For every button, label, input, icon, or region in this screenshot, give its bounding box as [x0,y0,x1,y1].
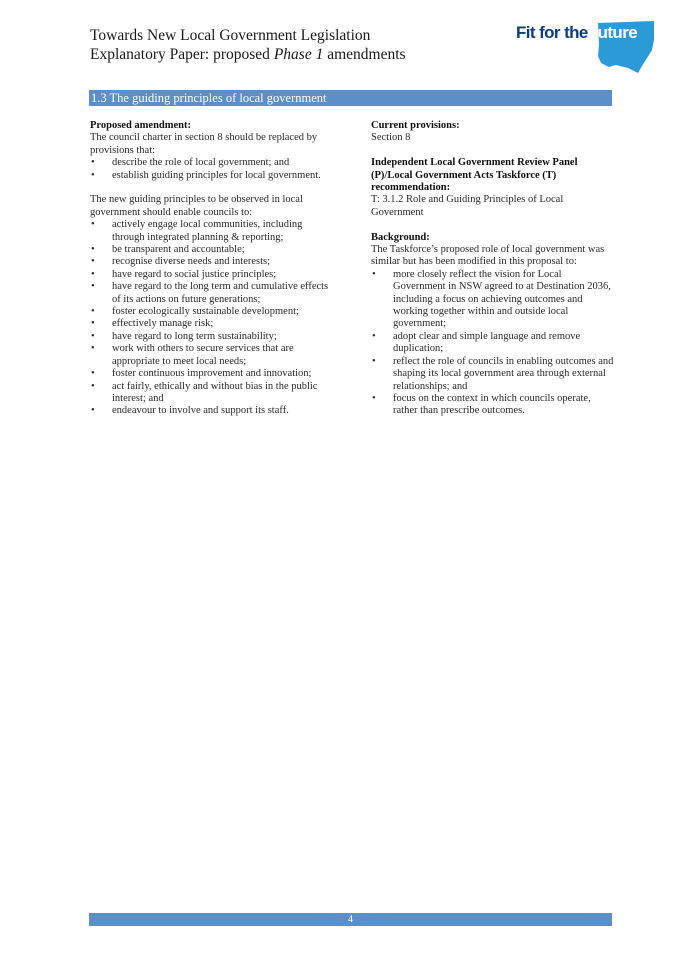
list-item-text: have regard to social justice principles; [112,268,277,280]
background-bullet-list [371,269,616,418]
header-line-1: Towards New Local Government Legislation [90,27,371,44]
list-item [90,405,330,417]
review-recommendation-text: T: 3.1.2 Role and Guiding Principles of Local Government [371,194,564,218]
bullet-icon: • [91,330,95,342]
list-item [90,318,330,330]
list-item [90,244,330,256]
list-item [90,343,330,368]
list-item-text: endeavour to involve and support its staff. [112,405,289,417]
background-heading: Background: [371,231,430,243]
header-line-2-italic: Phase 1 [273,46,324,63]
bullet-icon: • [372,268,376,280]
header-line-2-suffix: amendments [323,46,406,63]
current-provisions-heading: Current provisions: [371,120,460,131]
list-item [90,368,330,380]
list-item-text: establish guiding principles for local government. [112,169,321,181]
document-header [90,26,406,64]
bullet-icon: • [372,355,376,367]
list-item [371,393,616,418]
list-item [371,356,616,393]
list-item-text: have regard to long term sustainability; [112,330,277,342]
bullet-icon: • [372,330,376,342]
logo-text-dark: Fit for the [516,23,588,42]
list-item [90,170,330,182]
fit-for-the-future-logo [516,20,656,76]
list-item-text: work with others to secure services that are appropriate to meet local needs; [112,343,294,367]
list-item [371,269,616,331]
spacer [371,219,616,231]
list-item-text: be transparent and accountable; [112,244,245,256]
spacer [90,182,330,194]
background-text: The Taskforce’s proposed role of local government was similar but has been modified in this proposal to: [371,244,605,268]
current-provisions-text: Section 8 [371,132,411,144]
principles-bullet-list [90,219,330,418]
bullet-icon: • [91,268,95,280]
list-item-text: more closely reflect the vision for Local Government in NSW agreed to at Destination 2036, including a focus on achieving outcomes and working together within and outside local government; [393,268,611,330]
bullet-icon: • [91,281,95,293]
proposed-amendment-intro: The council charter in section 8 should be replaced by provisions that: [90,132,318,156]
principles-intro: The new guiding principles to be observed in local government should enable councils to: [90,194,303,218]
list-item-text: describe the role of local government; and [112,157,290,169]
list-item-text: foster ecologically sustainable development; [112,306,299,318]
list-item [90,306,330,318]
bullet-icon: • [91,244,95,256]
list-item [90,331,330,343]
list-item [90,269,330,281]
section-title-bar: 1.3 The guiding principles of local government [89,90,612,106]
list-item-text: reflect the role of councils in enabling outcomes and shaping its local government area through external relationships; and [393,355,614,392]
logo-text [516,23,637,43]
list-item [90,219,330,244]
list-item-text: foster continuous improvement and innovation; [112,368,312,380]
bullet-icon: • [91,169,95,181]
bullet-icon: • [91,157,95,169]
bullet-icon: • [91,219,95,231]
logo-text-light: Future [587,23,638,42]
list-item-text: actively engage local communities, including through integrated planning & reporting; [112,219,303,243]
bullet-icon: • [91,318,95,330]
list-item [90,256,330,268]
proposed-amendment-heading: Proposed amendment: [90,120,192,131]
list-item-text: effectively manage risk; [112,318,214,330]
list-item-text: adopt clear and simple language and remove duplication; [393,330,581,355]
right-column [371,120,616,418]
review-recommendation-heading: Independent Local Government Review Panel (P)/Local Government Acts Taskforce (T) recommendation: [371,157,578,194]
bullet-icon: • [372,392,376,404]
header-line-2-prefix: Explanatory Paper: proposed [90,46,274,63]
list-item-text: act fairly, ethically and without bias in the public interest; and [112,380,318,404]
bullet-icon: • [91,343,95,355]
list-item [90,381,330,406]
list-item-text: have regard to the long term and cumulative effects of its actions on future generations; [112,281,329,305]
list-item-text: recognise diverse needs and interests; [112,256,271,268]
bullet-icon: • [91,306,95,318]
intro-bullet-list [90,157,330,182]
bullet-icon: • [91,368,95,380]
list-item-text: focus on the context in which councils operate, rather than prescribe outcomes. [393,392,591,417]
bullet-icon: • [91,256,95,268]
bullet-icon: • [91,380,95,392]
list-item [371,331,616,356]
header-line-2 [90,45,406,64]
bullet-icon: • [91,405,95,417]
list-item [90,281,330,306]
footer-page-number: 4 [89,913,612,926]
list-item [90,157,330,169]
left-column [90,120,330,418]
spacer [371,145,616,157]
